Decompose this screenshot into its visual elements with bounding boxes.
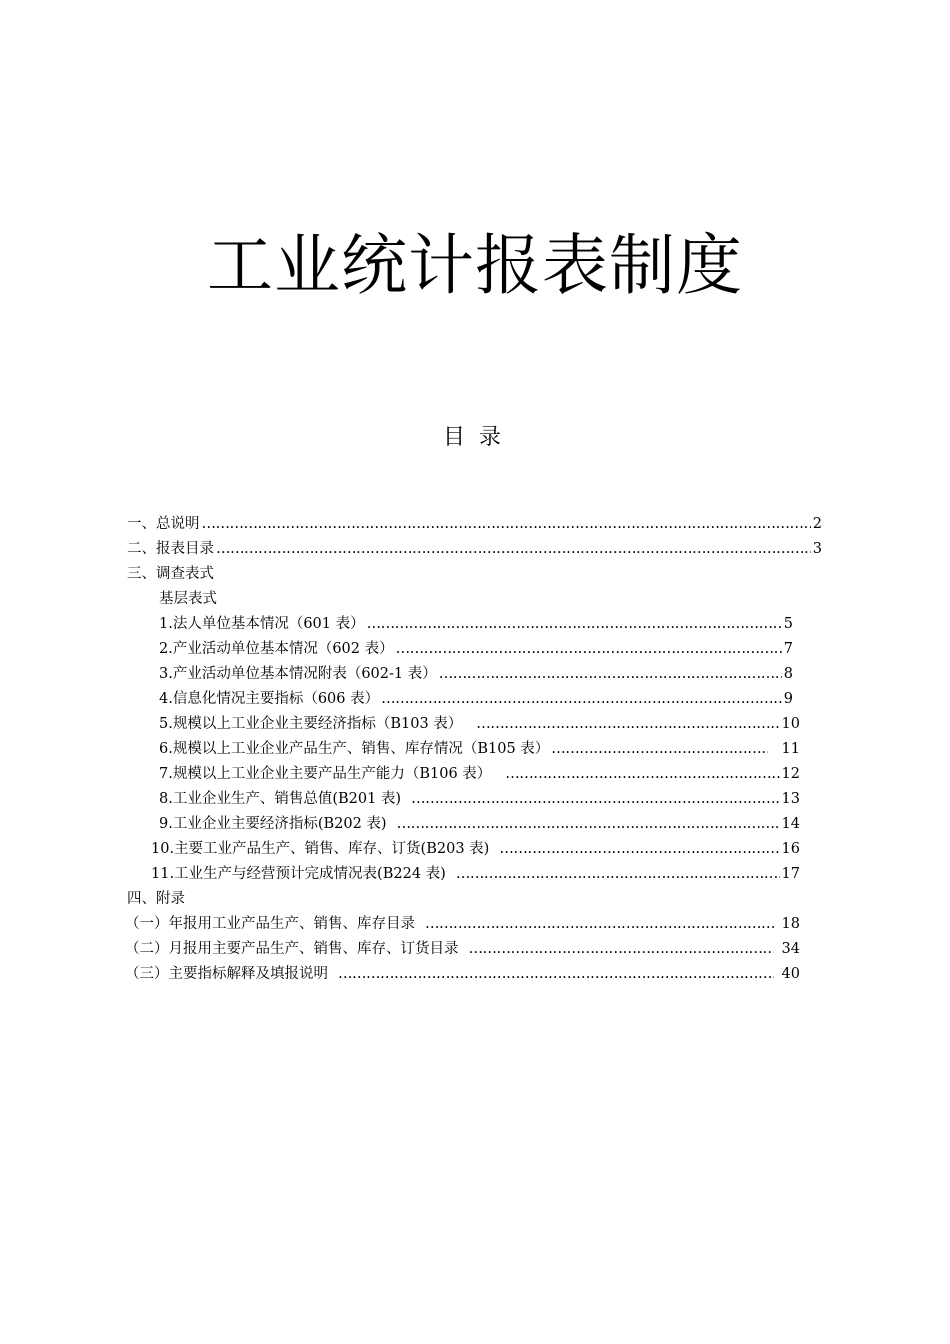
toc-entry-label: 基层表式 bbox=[159, 591, 217, 607]
toc-section-heading bbox=[127, 562, 214, 586]
toc-leader-dots bbox=[499, 837, 779, 861]
toc-entry-page: 3 bbox=[812, 541, 822, 557]
toc-entry-label: 四、附录 bbox=[127, 891, 185, 907]
toc-entry-page: 9 bbox=[783, 691, 793, 707]
toc-entry[interactable] bbox=[159, 762, 800, 786]
toc-entry[interactable] bbox=[125, 937, 800, 961]
toc-leader-dots bbox=[338, 962, 774, 986]
toc-entry[interactable] bbox=[159, 787, 800, 811]
toc-entry-page: 16 bbox=[781, 841, 800, 857]
toc-entry-label: 7.规模以上工业企业主要产品生产能力（B106 表） bbox=[159, 766, 492, 782]
toc-leader-dots bbox=[456, 862, 780, 886]
toc-leader-dots bbox=[476, 712, 779, 736]
toc-entry-label: 4.信息化情况主要指标（606 表） bbox=[159, 691, 380, 707]
toc-leader-dots bbox=[216, 537, 811, 561]
toc-entry[interactable] bbox=[159, 737, 800, 761]
toc-entry[interactable] bbox=[127, 512, 822, 536]
toc-entry[interactable] bbox=[159, 662, 793, 686]
toc-entry-page: 40 bbox=[781, 966, 800, 982]
toc-entry[interactable] bbox=[127, 537, 822, 561]
toc-entry[interactable] bbox=[125, 912, 800, 936]
toc-section-heading bbox=[127, 887, 185, 911]
toc-entry[interactable] bbox=[159, 637, 793, 661]
toc-entry-label: 1.法人单位基本情况（601 表） bbox=[159, 616, 365, 632]
toc-leader-dots bbox=[367, 612, 782, 636]
toc-entry-page: 7 bbox=[783, 641, 793, 657]
toc-leader-dots bbox=[381, 687, 782, 711]
toc-entry-label: 9.工业企业主要经济指标(B202 表) bbox=[159, 816, 387, 832]
toc-entry[interactable] bbox=[125, 962, 800, 986]
toc-entry-label: 5.规模以上工业企业主要经济指标（B103 表） bbox=[159, 716, 463, 732]
toc-entry[interactable] bbox=[159, 712, 800, 736]
toc-entry-label: 一、总说明 bbox=[127, 516, 200, 532]
toc-entry-label: 11.工业生产与经营预计完成情况表(B224 表) bbox=[151, 866, 446, 882]
toc-leader-dots bbox=[505, 762, 779, 786]
toc-entry-label: （三）主要指标解释及填报说明 bbox=[125, 966, 328, 982]
toc-entry[interactable] bbox=[151, 862, 800, 886]
toc-entry[interactable] bbox=[159, 812, 800, 836]
document-title: 工业统计报表制度 bbox=[207, 227, 743, 304]
toc-entry-page: 2 bbox=[812, 516, 822, 532]
toc-entry-label: 三、调查表式 bbox=[127, 566, 214, 582]
toc-entry-page: 13 bbox=[781, 791, 800, 807]
toc-entry[interactable] bbox=[159, 612, 793, 636]
toc-entry-page: 12 bbox=[781, 766, 800, 782]
toc-entry-label: 二、报表目录 bbox=[127, 541, 214, 557]
toc-leader-dots bbox=[439, 662, 782, 686]
toc-entry-page: 11 bbox=[781, 741, 800, 757]
toc-entry[interactable] bbox=[159, 687, 793, 711]
toc-entry-label: 10.主要工业产品生产、销售、库存、订货(B203 表) bbox=[151, 841, 490, 857]
toc-entry-page: 34 bbox=[781, 941, 800, 957]
toc-entry-page: 5 bbox=[783, 616, 793, 632]
toc-entry-page: 17 bbox=[781, 866, 800, 882]
toc-leader-dots bbox=[396, 637, 782, 661]
toc-heading: 目录 bbox=[442, 425, 515, 450]
toc-entry-label: 2.产业活动单位基本情况（602 表） bbox=[159, 641, 394, 657]
toc-leader-dots bbox=[551, 737, 767, 761]
toc-leader-dots bbox=[411, 787, 779, 811]
toc-entry[interactable] bbox=[151, 837, 800, 861]
toc-entry-page: 18 bbox=[781, 916, 800, 932]
toc-entry-label: 3.产业活动单位基本情况附表（602-1 表） bbox=[159, 666, 437, 682]
toc-entry-page: 10 bbox=[781, 716, 800, 732]
toc-entry-label: 6.规模以上工业企业产品生产、销售、库存情况（B105 表） bbox=[159, 741, 550, 757]
toc-entry-label: （一）年报用工业产品生产、销售、库存目录 bbox=[125, 916, 415, 932]
toc-entry-page: 14 bbox=[781, 816, 800, 832]
toc-entry-page: 8 bbox=[783, 666, 793, 682]
toc-subsection-heading bbox=[159, 587, 217, 611]
toc-entry-label: （二）月报用主要产品生产、销售、库存、订货目录 bbox=[125, 941, 459, 957]
toc-leader-dots bbox=[469, 937, 774, 961]
toc-leader-dots bbox=[425, 912, 774, 936]
toc-entry-label: 8.工业企业生产、销售总值(B201 表) bbox=[159, 791, 402, 807]
toc-leader-dots bbox=[202, 512, 811, 536]
toc-leader-dots bbox=[397, 812, 780, 836]
